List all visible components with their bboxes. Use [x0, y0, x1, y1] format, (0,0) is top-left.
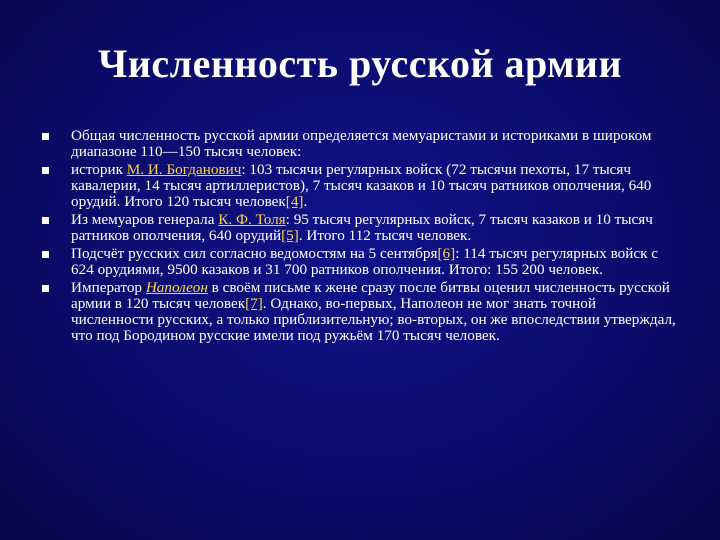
reference-link[interactable]: М. И. Богданович	[126, 161, 242, 178]
slide-title: Численность русской армии	[97, 41, 623, 86]
square-bullet-icon	[42, 251, 49, 258]
bullet-text: Император	[71, 279, 146, 296]
square-bullet-icon	[42, 285, 49, 292]
reference-link[interactable]: Наполеон	[145, 279, 208, 296]
reference-link[interactable]: [5]	[281, 227, 299, 244]
bullet-text: Общая численность русской армии определяется мемуаристами и историками в широком диапазоне 110—150 тысяч человек:	[71, 127, 652, 160]
bullet-text: Из мемуаров генерала	[71, 211, 219, 228]
reference-link[interactable]: К. Ф. Толя	[218, 211, 286, 228]
bullet-list	[38, 128, 678, 346]
bullet-item	[38, 162, 678, 210]
bullet-text: в своём письме к жене сразу после битвы оценил численность русской армии в 120 тысяч человек	[71, 279, 670, 312]
bullet-item	[38, 212, 678, 244]
bullet-text: . Однако, во-первых, Наполеон не мог знать точной численности русских, а только приблизительную; во-вторых, он же впоследствии утверждал, что под Бородином русские имели под ружьём 170 тысяч человек.	[71, 295, 676, 344]
bullet-text: . Итого 112 тысяч человек.	[298, 227, 472, 244]
square-bullet-icon	[42, 217, 49, 224]
bullet-item	[38, 128, 678, 160]
reference-link[interactable]: [4]	[285, 193, 304, 210]
bullet-text: историк	[71, 161, 127, 178]
bullet-text: .	[303, 193, 308, 210]
bullet-text: Подсчёт русских сил согласно ведомостям на 5 сентября	[71, 245, 438, 262]
reference-link[interactable]: [7]	[245, 295, 263, 312]
reference-link[interactable]: [6]	[437, 245, 456, 262]
bullet-text: : 103 тысячи регулярных войск (72 тысячи пехоты, 17 тысяч кавалерии, 14 тысяч артиллеристов), 7 тысяч казаков и 10 тысяч ратников ополчения, 640 орудий. Итого 120 тысяч человек	[71, 161, 652, 210]
square-bullet-icon	[42, 167, 49, 174]
bullet-text: : 114 тысяч регулярных войск с 624 орудиями, 9500 казаков и 31 700 ратников ополчения. Итого: 155 200 человек.	[71, 245, 659, 278]
bullet-item	[38, 280, 678, 344]
bullet-item	[38, 246, 678, 278]
square-bullet-icon	[42, 133, 49, 140]
bullet-text: : 95 тысяч регулярных войск, 7 тысяч казаков и 10 тысяч ратников ополчения, 640 орудий	[71, 211, 653, 244]
